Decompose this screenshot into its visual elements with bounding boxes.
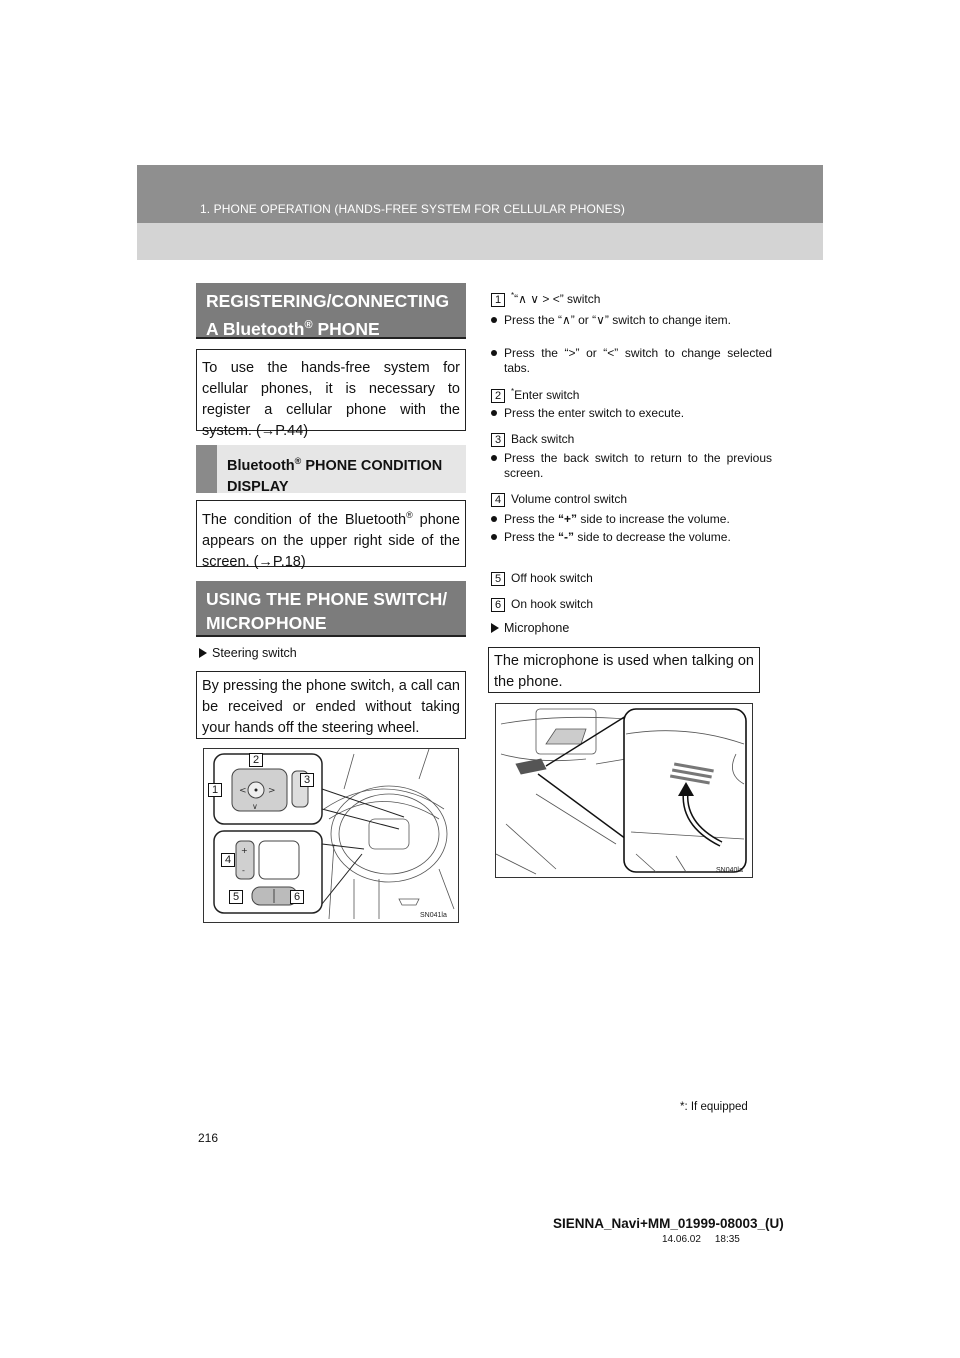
callout-5: 5 — [229, 890, 243, 904]
subheading-bar — [196, 445, 217, 493]
item-5: 5 Off hook switch — [491, 570, 593, 586]
callout-1: 1 — [208, 783, 222, 797]
svg-text:+: + — [241, 846, 248, 855]
page-number: 216 — [198, 1131, 219, 1145]
svg-text:∨: ∨ — [252, 802, 258, 811]
section-heading-registering — [196, 283, 466, 339]
microphone-figure — [495, 703, 753, 878]
condition-info-box: The condition of the Bluetooth® phone appears on the upper right side of the screen. (→P.18) — [196, 500, 466, 567]
page-header-title: 1. PHONE OPERATION (HANDS-FREE SYSTEM FOR CELLULAR PHONES) — [200, 202, 625, 216]
phone-switch-info-box: By pressing the phone switch, a call can be received or ended without taking your hands off the steering wheel. — [196, 671, 466, 739]
svg-text:-: - — [242, 866, 245, 875]
microphone-label: Microphone — [491, 621, 569, 635]
footnote-if-equipped: *: If equipped — [680, 1101, 748, 1113]
callout-6: 6 — [290, 890, 304, 904]
microphone-info-box: The microphone is used when talking on the phone. — [488, 647, 760, 693]
item-6: 6 On hook switch — [491, 596, 593, 612]
header-subband — [137, 223, 823, 260]
model-code: SIENNA_Navi+MM_01999-08003_(U) — [553, 1216, 784, 1231]
bullet-enter: Press the enter switch to execute. — [491, 406, 772, 421]
section-heading-line2: A Bluetooth® PHONE — [206, 318, 380, 339]
registering-text: To use the hands-free system for cellular phones, it is necessary to register a cellular phone with the system. (→P.44) — [202, 360, 460, 439]
microphone-illustration — [496, 704, 752, 877]
svg-text:>: > — [268, 786, 276, 796]
bullet-change-item: Press the “∧” or “∨” switch to change item. — [491, 313, 772, 328]
figure-code: SN041la — [420, 912, 447, 919]
arrow-right-icon — [491, 623, 499, 633]
callout-2: 2 — [249, 753, 263, 767]
callout-4: 4 — [221, 853, 235, 867]
bullet-change-tabs: Press the “>” or “<” switch to change selected tabs. — [491, 346, 772, 376]
subheading-condition-display: Bluetooth® PHONE CONDITION DISPLAY — [196, 445, 466, 493]
bullet-volume-down: Press the “-” side to decrease the volume. — [491, 530, 772, 545]
item-1: 1 *“∧ ∨ > <” switch — [491, 288, 600, 307]
svg-text:<: < — [239, 786, 247, 796]
arrow-right-icon — [199, 648, 207, 658]
callout-3: 3 — [300, 773, 314, 787]
item-3: 3 Back switch — [491, 431, 574, 447]
section-heading-phone-switch: USING THE PHONE SWITCH/ MICROPHONE — [196, 581, 466, 637]
bullet-back: Press the back switch to return to the previous screen. — [491, 451, 772, 481]
section-heading-line1: REGISTERING/CONNECTING — [206, 291, 450, 311]
steering-switch-label: Steering switch — [199, 646, 297, 660]
item-2: 2 *Enter switch — [491, 384, 579, 403]
registering-info-box — [196, 349, 466, 439]
steering-switch-figure — [203, 748, 459, 923]
item-4: 4 Volume control switch — [491, 491, 627, 507]
date-stamp: 14.06.02 18:35 — [662, 1234, 740, 1245]
bullet-volume-up: Press the “+” side to increase the volume. — [491, 512, 772, 527]
figure-code: SN040la — [716, 867, 743, 874]
